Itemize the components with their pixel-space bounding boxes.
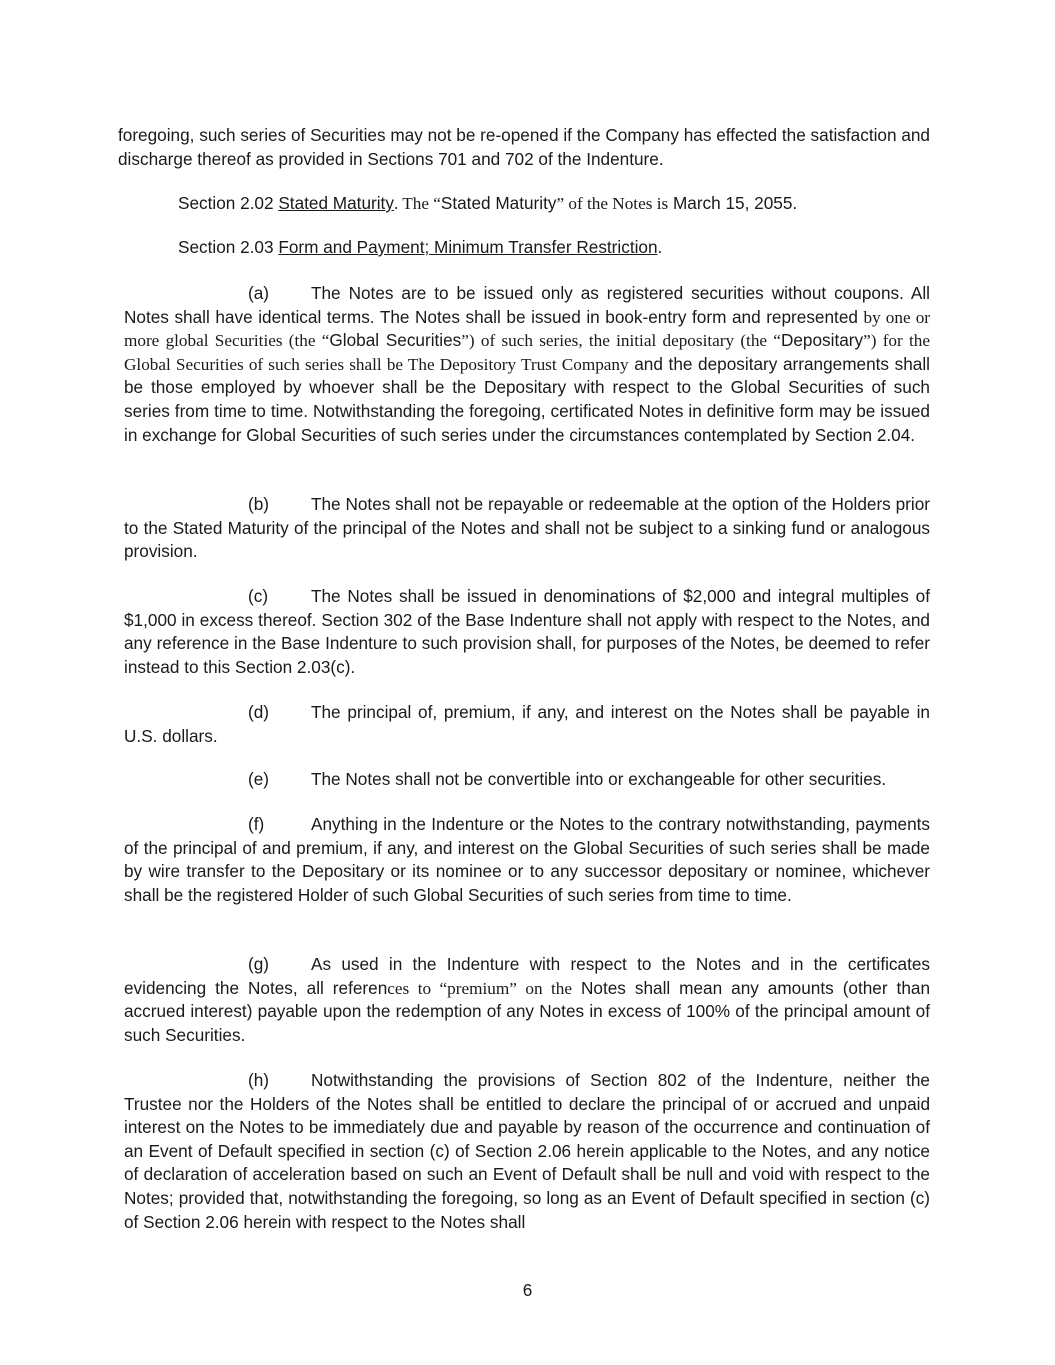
section-title-end: . [657,237,663,257]
item-text: ”) for the Global Securities of such series shall be The Depository Trust Company [124,331,930,374]
item-text: As used in the Indenture with respect to the Notes and in the certificates evidencing the Notes, all referen [124,954,930,998]
item-text: Anything in the Indenture or the Notes to the contrary notwithstanding, payments of the principal of and premium, if any, and interest on the Global Securities of such series shall be made by wire transfer to the Depositary or its nominee or to any successor depositary or nominee, whichever shall be the registered Holder of such Global Securities of such series from time to time. [124,814,930,905]
item-text: Notes shall mean any amounts (other than accrued interest) payable upon the redemption of any Notes in excess of 100% of the principal amount of such Securities. [124,977,931,1045]
item-g [124,953,930,1047]
item-label: (a) [248,283,270,303]
page-number: 6 [522,1280,533,1300]
section-number: Section 2.03 [178,237,274,257]
item-text: and the depositary arrangements shall be those employed by whoever shall be the Depositary with respect to the Global Securities of such series from time to time. Notwithstanding the foregoing, certificated Notes in definitive form may be issued in exchange for Global Securities of such series under the circumstances contemplated by Section 2.04. [124,353,930,445]
item-text: Notwithstanding the provisions of Section 802 of the Indenture, neither the Trustee nor the Holders of the Notes shall be entitled to declare the principal of or accrued and unpaid interest on the Notes to be immediately due and payable by reason of the occurrence and continuation of an Event of Default specified in section (c) of Section 2.06 herein applicable to the Notes, and any notice of declaration of acceleration based on such an Event of Default shall be null and void with respect to the Notes; provided that, notwithstanding the foregoing, so long as an Event of Default specified in section (c) of Section 2.06 herein with respect to the Notes shall [124,1070,930,1232]
item-text: The Notes shall be issued in denominations of $2,000 and integral multiples of $1,000 in excess thereof. Section 302 of the Base Indenture shall not apply with respect to the Notes, and any reference in the Base Indenture to such provision shall, for purposes of the Notes, be deemed to refer instead to this Section 2.03(c). [124,586,930,677]
item-text: ces to “premium” on the [387,978,573,998]
defined-term: Depositary [780,330,864,351]
item-text: The Notes shall not be convertible into or exchangeable for other securities. [311,769,887,789]
maturity-date: March 15, 2055. [672,193,798,213]
section-title: Stated Maturity [278,193,394,213]
item-label: (e) [248,769,270,789]
item-b [124,493,930,564]
item-h [124,1069,930,1234]
section-number: Section 2.02 [178,193,274,213]
item-text: The principal of, premium, if any, and interest on the Notes shall be payable in U.S. dollars. [124,702,930,746]
item-text: The Notes shall not be repayable or redeemable at the option of the Holders prior to the Stated Maturity of the principal of the Notes and shall not be subject to a sinking fund or analogous provision. [124,494,930,562]
item-label: (h) [248,1070,270,1090]
defined-term: Global Securities [329,330,462,351]
item-text: by one or more global Securities (the “ [124,307,931,351]
item-d [124,701,930,748]
section-text: ” of the Notes is [556,194,669,213]
continuation-paragraph: foregoing, such series of Securities may not be re-opened if the Company has effected the satisfaction and discharge thereof as provided in Sections 701 and 702 of the Indenture. [118,125,930,169]
section-2-02-heading [178,192,797,216]
item-e [124,768,930,792]
item-label: (b) [248,494,270,514]
item-a [124,282,930,447]
item-label: (g) [248,954,270,974]
item-f [124,813,930,907]
defined-term: Stated Maturity [440,193,557,213]
section-text: . The “ [393,194,441,213]
item-c [124,585,930,679]
item-text: ”) of such series, the initial depositary (the “ [461,331,781,351]
item-label: (f) [248,814,265,834]
section-2-03-heading [178,236,662,260]
item-label: (c) [248,586,269,606]
item-label: (d) [248,702,270,722]
item-text: The Notes are to be issued only as registered securities without coupons. All Notes shall have identical terms. The Notes shall be issued in book-entry form and represented [124,283,930,327]
section-title: Form and Payment; Minimum Transfer Restriction [278,237,658,257]
